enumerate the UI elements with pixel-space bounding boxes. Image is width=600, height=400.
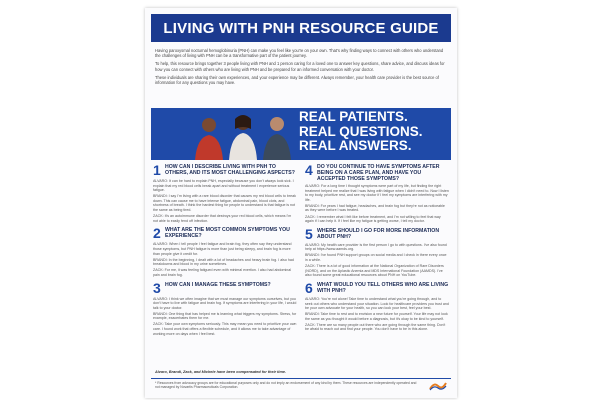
intro-section: [155, 48, 447, 88]
brand-logo-icon: [429, 381, 447, 391]
question-number: 6: [305, 279, 313, 296]
qa-column-left: [153, 164, 297, 364]
tagline-line: REAL ANSWERS.: [299, 138, 412, 153]
answer-text: BRANDI: Take time to rest and to envision a new future for yourself. Your life may not look the same as you thought it would before a diagnosis, but it's okay to be kind to yourself.: [305, 312, 448, 321]
question-title: HOW CAN I MANAGE THESE SYMPTOMS?: [165, 281, 271, 288]
question-number: 4: [305, 162, 313, 178]
question-block: [153, 164, 297, 223]
question-title: WHERE SHOULD I GO FOR MORE INFORMATION ABOUT PNH?: [317, 227, 440, 240]
answer-text: BRANDI: I say I'm living with a rare blood disorder that causes my red blood cells to break down. This can cause me to have intense fatigue, abdominal pain, blood clots, and shortness of breath. I think the hardest thing for people to understand is that fatigue is not the same as being tired.: [153, 194, 296, 213]
intro-paragraph: Having paroxysmal nocturnal hemoglobinuria (PNH) can make you feel like you're on your own. That's why finding ways to connect with others who understand the challenges of living with PNH can be a transformative part of the patient journey.: [155, 48, 444, 59]
banner-tagline: [299, 110, 423, 154]
question-block: [305, 164, 449, 224]
intro-paragraph: These individuals are sharing their own experiences, and your experience may be different. Always remember, your health care provider is the best source of information for any questions you may have.: [155, 74, 439, 86]
tagline-line: REAL PATIENTS.: [299, 109, 408, 124]
answer-text: ALVARO: It can be hard to explain PNH, especially because you don't always look sick. I explain that my red blood cells break apart and without treatment I experience serious fatigue.: [153, 179, 294, 193]
answer-text: ZACK: There are so many people out there who are going through the same thing. Don't be afraid to reach out and find your people. You don't have to be in this alone.: [305, 322, 446, 332]
tagline-line: REAL QUESTIONS.: [299, 123, 423, 139]
answer-text: ALVARO: My health care provider is the first person I go to with questions. I've also found help at https://www.aamds.org.: [305, 242, 447, 252]
answer-text: BRANDI: One thing that has helped me is learning what triggers my symptoms. Stress, for example, exacerbates them for me.: [153, 311, 297, 321]
question-block: [305, 225, 449, 278]
question-number: 5: [305, 225, 313, 242]
question-number: 1: [153, 162, 161, 178]
question-title: WHAT WOULD YOU TELL OTHERS WHO ARE LIVING WITH PNH?: [317, 281, 449, 294]
answer-text: ALVARO: You're not alone! Take time to understand what you're going through, and to seek out others who understand your situation. Look for healthcare providers you trust and be your own advocate for your health, so you can look your best, feel your best.: [305, 296, 449, 311]
qa-columns: [153, 164, 449, 364]
intro-paragraph: To help, this resource brings together 3 people living with PNH and 1 person caring for a loved one to answer key questions, share advice, and discuss ideas for how you can connect with others who are living with PNH and be prepared for an informed conversation with your doctor.: [155, 61, 445, 72]
answer-text: BRANDI: For years I had fatigue, headaches, and brain fog but they're not as noticeable as they were before I was treated.: [305, 203, 445, 213]
answer-text: ZACK: There is a lot of good information at the National Organization of Rare Disorders (NORD), and on the Aplastic Anemia and MDS International Foundation (AAMDS). I've also found some great educational resources about PNH on YouTube.: [305, 264, 444, 278]
resource-guide-page: [145, 8, 457, 398]
disclaimer-text: * Resources from advocacy groups are for educational purposes only and do not imply an endorsement of any kind by them. These resources are independently operated and not managed by Novartis Pharmaceuticals Corporation.: [155, 381, 417, 390]
answer-text: ZACK: It's an autoimmune disorder that destroys your red blood cells, which means I'm not able to easily fend off infection.: [153, 214, 292, 223]
answer-text: ALVARO: I think we often imagine that we must manage our symptoms ourselves, but you don't have to live with fatigue and brain fog. If symptoms are interfering in your life, I would talk to your doctor.: [153, 296, 297, 310]
answer-text: ZACK: For me, it was feeling fatigued even with minimal exertion. I also had abdominal pain and brain fog.: [153, 268, 292, 277]
answer-text: ALVARO: When I tell people I feel fatigue and brain fog, they often say they understand those symptoms, but PNH fatigue is more than just being sleepy, and brain fog is more than people give it credit for.: [153, 242, 292, 256]
compensation-note: Alvaro, Brandi, Zack, and Michele have been compensated for their time.: [155, 370, 287, 374]
answer-text: BRANDI: In the beginning, I dealt with a lot of headaches and heavy brain fog. I also had breakdowns and blood in my urine sometimes.: [153, 257, 294, 267]
question-number: 3: [153, 279, 161, 296]
qa-column-right: [305, 164, 449, 364]
people-photo: [189, 111, 297, 160]
question-block: [153, 279, 297, 337]
question-number: 2: [153, 225, 161, 242]
question-title: HOW CAN I DESCRIBE LIVING WITH PNH TO OTHERS, AND ITS MOST CHALLENGING ASPECTS?: [165, 164, 295, 176]
question-block: [305, 279, 449, 332]
question-title: WHAT ARE THE MOST COMMON SYMPTOMS YOU EXPERIENCE?: [165, 227, 290, 240]
answer-text: ZACK: Take your own symptoms seriously. This may mean you need to prioritize your own care. I found work that offers a flexible schedule, and it allows me to take advantage of working more on days when I feel best.: [153, 322, 297, 336]
hero-banner: [151, 108, 451, 160]
answer-text: BRANDI: I've found PNH support groups on social media and I check in there every once in a while.: [305, 253, 447, 263]
answer-text: ZACK: I remember what I felt like before treatment, and I'm not willing to feel that way again if I can help it. If I feel like my fatigue is getting worse, I tell my doctor.: [305, 214, 441, 224]
question-block: [153, 227, 297, 277]
answer-text: ALVARO: For a long time I thought symptoms were part of my life, but finding the right treatment helped me realize that I was living with fatigue when I didn't need to. Now I listen to my body, prioritize rest, and see my doctor if I feel my symptoms are interfering with my life.: [305, 184, 449, 202]
question-title: DO YOU CONTINUE TO HAVE SYMPTOMS AFTER BEING ON A CARE PLAN, AND HAVE YOU ACCEPTED THOSE SYMPTOMS?: [317, 164, 440, 182]
page-title: LIVING WITH PNH RESOURCE GUIDE: [151, 14, 451, 42]
footer-divider: [151, 378, 451, 379]
